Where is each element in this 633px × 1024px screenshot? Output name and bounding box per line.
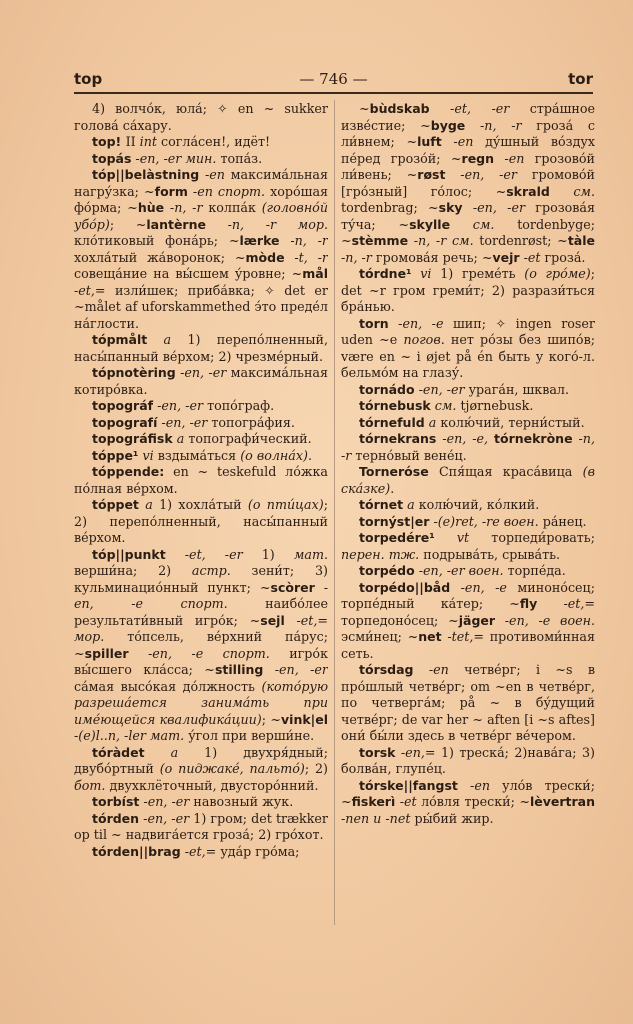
headword: stilling [214, 662, 264, 677]
entry-text: топогра́фия. [207, 414, 295, 430]
headword: torn [359, 315, 389, 331]
entry-text: игро́к вы́сшего кла́сса; ~ [74, 645, 328, 677]
dictionary-entry [74, 151, 328, 168]
dictionary-entry [341, 316, 595, 382]
headword: Tornerόse [359, 464, 429, 479]
grammar-label: -n, -r см. [408, 233, 474, 248]
headword: byge [430, 117, 466, 133]
headword: torsk [359, 744, 396, 760]
grammar-label: a [144, 744, 179, 760]
headword: skrald [506, 183, 550, 199]
headword: tóràdet [92, 744, 145, 760]
entry-text: миноно́сец; торпе́дный ка́тер; ~ [341, 579, 595, 611]
entry-text: терно́вый вене́ц. [351, 447, 467, 463]
dictionary-entry [341, 266, 595, 316]
grammar-label: см. [450, 216, 495, 232]
entry-text: 1) двухря́дный; двубо́ртный [74, 744, 328, 776]
headword: fly [519, 596, 538, 611]
grammar-label: -et, -er [165, 546, 243, 562]
grammar-label: см. [549, 183, 595, 199]
grammar-label: int [139, 134, 157, 149]
headword: tórnebusk [359, 398, 431, 413]
grammar-label: -en [413, 662, 449, 677]
grammar-label: -en, -er [263, 662, 328, 677]
grammar-label: -tet,= [441, 629, 485, 644]
grammar-label: vi [138, 447, 154, 463]
page-number: — 746 — [299, 70, 368, 88]
grammar-label: -et [519, 249, 541, 265]
entry-text: противоми́нная сеть. [341, 629, 595, 661]
entry-text: ~ [359, 101, 370, 116]
headword: mòde [245, 249, 285, 265]
entry-text: изли́шек; приба́вка; ✧ det er ~målet af uforskammethed э́то преде́л на́глости. [74, 282, 328, 331]
grammar-label: -(e)ret, -re воен. [429, 513, 539, 529]
grammar-label: vi [411, 266, 432, 281]
grammar-label: -en, -er [445, 167, 517, 182]
dictionary-entry [341, 415, 595, 432]
grammar-label: -et,= [74, 282, 106, 298]
grammar-label: см. [430, 398, 457, 413]
headword: top! [92, 134, 126, 149]
headword: vink|el [281, 711, 328, 727]
entry-text: 4) волчо́к, юла́; ✧ en ~ sukker голова́ са́хару. [74, 101, 328, 133]
dictionary-entry [74, 365, 328, 398]
entry-text: ; 2) [304, 761, 328, 776]
dictionary-entry [341, 497, 595, 514]
entry-text: ; ~ [109, 216, 147, 232]
entry-text: нет ро́зы без шипо́в; være en ~ i øjet på én быть у кого́-л. бельмо́м на глазу́. [341, 332, 595, 380]
grammar-label: -en, -e спорт. [128, 645, 270, 661]
dictionary-entry [341, 382, 595, 399]
entry-text: зени́т; 3) кульминацио́нный пункт; ~ [74, 563, 328, 595]
entry-text: эсми́нец; ~ [341, 629, 419, 644]
entry-text: ду́шный во́здух пе́ред грозо́й; ~ [341, 134, 595, 166]
headword: topografí [92, 414, 158, 430]
headword: regn [461, 150, 495, 166]
headword: tóp||punkt [92, 546, 166, 562]
headword: tórnet [359, 497, 404, 512]
guide-word-right: tor [568, 70, 593, 88]
dictionary-entry [341, 530, 595, 563]
dictionary-entry [341, 745, 595, 778]
entry-text: tjørnebusk. [456, 398, 534, 413]
grammar-label: a [147, 332, 172, 347]
dictionary-entry [74, 794, 328, 811]
grammar-label: (о гро́ме) [524, 266, 591, 281]
headword: røst [417, 167, 446, 182]
entry-text: . [390, 480, 395, 496]
dictionary-entry [341, 514, 595, 531]
dictionary-entry [341, 580, 595, 663]
grammar-label: -en, -e спорт. [74, 579, 328, 611]
dictionary-entry [74, 844, 328, 861]
entry-text: уло́в трески́; ~ [341, 777, 595, 809]
entry-text: колю́чий, ко́лкий. [414, 497, 540, 512]
entry-text: Спя́щая краса́вица [428, 464, 583, 479]
grammar-label: -n, -r [341, 249, 372, 265]
dictionary-entry [341, 662, 595, 745]
entry-text: колю́чий, терни́стый. [436, 414, 585, 430]
headword: torpedére¹ [359, 530, 435, 545]
headword: tórnekròne [494, 431, 573, 446]
entry-text: tordenbrag; ~ [341, 200, 439, 215]
dictionary-entry [74, 332, 328, 365]
entry-text: гроза́. [540, 249, 586, 265]
entry-text: ; ~ [261, 711, 282, 727]
grammar-label: -en [494, 150, 525, 166]
headword: hùe [137, 200, 165, 215]
headword: spiller [84, 645, 129, 661]
entry-text: совеща́ние на вы́сшем у́ровне; ~ [74, 266, 303, 281]
headword: form [154, 183, 188, 199]
entry-text: хоро́шая фо́рма; ~ [74, 183, 328, 215]
grammar-label: -en, -er [139, 810, 190, 826]
grammar-label: a [424, 414, 437, 430]
entry-text: 1) перепо́лненный, насы́панный ве́рхом; 2) чрезме́рный. [74, 332, 328, 364]
grammar-label: -en, -er [414, 381, 465, 397]
entry-text: ло́вля трески́; ~ [416, 794, 530, 809]
dictionary-entry [74, 134, 328, 151]
column-divider [334, 100, 335, 925]
entry-text: верши́на; 2) [74, 563, 192, 578]
dictionary-column-left [74, 101, 328, 931]
entry-text: стра́шное изве́стие; ~ [341, 101, 595, 133]
headword: tóp||belàstning [92, 167, 200, 182]
grammar-label: -n, -r [465, 117, 522, 133]
entry-text: tordenbyge; ~ [341, 216, 595, 248]
entry-text: са́мая высо́кая до́лжность [74, 678, 262, 694]
entry-text: двухклёточный, двусторо́нний. [105, 777, 319, 793]
headword: fiskerì [351, 794, 396, 809]
grammar-label: погов. [403, 332, 445, 347]
running-header [74, 68, 593, 94]
entry-text: у́гол при верши́не. [184, 728, 315, 743]
dictionary-entry [74, 415, 328, 432]
entry-text: громова́я речь; ~ [371, 249, 493, 265]
headword: tópnotèring [92, 365, 176, 380]
entry-text: то́псель, ве́рхний па́рус; ~ [74, 629, 328, 661]
grammar-label: -nen u -net [341, 810, 411, 826]
entry-text: уда́р гро́ма; [216, 843, 300, 859]
headword: stèmme [351, 233, 409, 248]
headword: tóppet [92, 497, 139, 512]
dictionary-entry [74, 448, 328, 465]
headword: bùdskab [369, 101, 430, 116]
grammar-label: -en [199, 167, 225, 182]
grammar-label: (о волна́х) [240, 447, 308, 463]
entry-text: согла́сен!, идёт! [156, 134, 271, 149]
headword: topás [92, 150, 132, 166]
grammar-label: -en, -er мин. [131, 150, 217, 166]
grammar-label: перен. тж. [341, 546, 420, 562]
grammar-label: a [172, 431, 185, 446]
entry-text: наибо́лее результати́вный игро́к; ~ [74, 596, 328, 628]
dictionary-entry [341, 101, 595, 266]
entry-text: гроза́ с ли́внем; ~ [341, 117, 595, 149]
headword: tórdne¹ [359, 266, 412, 281]
entry-text: . [307, 447, 312, 463]
entry-text: 1) [242, 546, 294, 562]
dictionary-entry [74, 497, 328, 547]
grammar-label: (кото́рую разреша́ется занима́ть при име́ющейся квалифика́ции) [74, 678, 328, 727]
headword: tóppe¹ [92, 447, 139, 463]
dictionary-entry [74, 811, 328, 844]
entry-text: хохла́тый жа́воронок; ~ [74, 249, 246, 265]
entry-text: четве́рг; i ~s в про́шлый четве́рг; om ~en в четве́рг, по четверга́м; på ~ в бу́дущий четве́рг; de var her ~ aften [i ~s aftes] они́ бы́ли здесь в четве́рг ве́чером. [341, 662, 595, 743]
entry-text: ры́бий жир. [410, 810, 494, 826]
entry-text: ; det ~r гром греми́т; 2) разрази́ться бра́нью. [341, 266, 595, 314]
headword: mål [302, 266, 328, 281]
dictionary-entry [74, 547, 328, 745]
dictionary-entry [74, 464, 328, 497]
headword: torpédo [359, 563, 415, 578]
headword: tórnefuld [359, 414, 425, 430]
dictionary-entry [74, 431, 328, 448]
grammar-label: -en,= [395, 744, 436, 760]
headword: scòrer [270, 579, 315, 595]
entry-text: грозова́я ту́ча; ~ [341, 200, 595, 232]
grammar-label: -et, -er [429, 101, 510, 116]
grammar-label: vt [434, 530, 470, 545]
entry-text: шип; ✧ ingen roser uden ~e [341, 315, 595, 347]
grammar-label: -en, -er [153, 398, 204, 413]
dictionary-entry [341, 778, 595, 828]
dictionary-entry [74, 398, 328, 415]
headword: skylle [409, 216, 451, 232]
headword: tàle [567, 233, 595, 248]
grammar-label: -en, -e, [436, 431, 489, 446]
entry-text: tordenrøst; ~ [473, 233, 568, 248]
headword: sejl [260, 612, 285, 628]
entry-text: 1) гром; det trækker op til ~ надвига́ется гроза́; 2) гро́хот. [74, 810, 328, 842]
entry-text: грозово́й ли́вень; ~ [341, 150, 595, 182]
headword: lærke [239, 233, 280, 248]
headword: topográf [92, 398, 154, 413]
entry-text: подрыва́ть, срыва́ть. [419, 546, 561, 562]
headword: luft [417, 134, 442, 149]
entry-text: максима́льная нагру́зка; ~ [74, 167, 328, 199]
headword: tórske||fangst [359, 777, 458, 793]
entry-text: торпеди́ровать; [469, 530, 595, 545]
entry-text: торпедоно́сец; ~ [341, 612, 459, 628]
headword: tópmålt [92, 332, 148, 347]
entry-text: en ~ teskefuld ло́жка по́лная ве́рхом. [74, 464, 328, 496]
grammar-label: -en, -er [462, 200, 526, 215]
headword: tóppende: [92, 464, 165, 479]
entry-text: 1) хохла́тый [152, 497, 248, 512]
entry-text: громово́й [гро́зный] го́лос; ~ [341, 167, 595, 199]
headword: tórden||brag [92, 843, 181, 859]
grammar-label: астр. [191, 563, 231, 578]
dictionary-entry [341, 464, 595, 497]
grammar-label: -en, -er воен. [414, 563, 504, 578]
grammar-label: -t, -r [284, 249, 328, 265]
grammar-label: (в ска́зке) [341, 464, 595, 496]
grammar-label: -en, -er [157, 414, 208, 430]
grammar-label: -en, -e [450, 579, 507, 595]
entry-text: торпе́да. [503, 563, 566, 578]
grammar-label: -en [441, 134, 474, 149]
dictionary-entry [341, 431, 595, 464]
grammar-label: -n, -r [279, 233, 328, 248]
entry-text: топо́граф. [203, 398, 275, 413]
entry-text: 1) греме́ть [431, 266, 525, 281]
entry-text: топографи́ческий. [184, 431, 312, 446]
headword: vejr [492, 249, 520, 265]
grammar-label: мат. [293, 546, 328, 562]
entry-text: максима́льная котиро́вка. [74, 365, 328, 397]
entry-text: II [125, 134, 140, 149]
dictionary-entry [74, 745, 328, 795]
entry-text: топа́з. [216, 150, 263, 166]
grammar-label: -en, -e [388, 315, 444, 331]
grammar-label: (головно́й убо́р) [74, 200, 328, 232]
grammar-label: -et,= [537, 596, 595, 611]
grammar-label: -n, -r мор. [205, 216, 328, 232]
entry-text: ра́нец. [538, 513, 587, 529]
entry-text: 1) треска́; 2)нава́га; 3) болва́н, глупе́ц. [341, 744, 595, 776]
dictionary-entry [341, 563, 595, 580]
grammar-label: -et,= мор. [74, 612, 328, 644]
entry-text: навозный жук. [189, 794, 294, 809]
dictionary-entry [74, 101, 328, 134]
grammar-label: -en спорт. [187, 183, 266, 199]
entry-text: колпа́к [202, 200, 262, 215]
entry-text: кло́тиковый фона́рь; ~ [74, 233, 240, 248]
headword: net [418, 629, 442, 644]
grammar-label: -en, -er [175, 365, 227, 380]
entry-text: ; 2) перепо́лненный, насы́панный ве́рхом. [74, 497, 328, 545]
grammar-label: -et [395, 794, 417, 809]
headword: tórsdag [359, 662, 414, 677]
headword: torbíst [92, 794, 140, 809]
headword: tórden [92, 810, 140, 826]
grammar-label: -n, -r [341, 431, 595, 463]
headword: torpédo||båd [359, 579, 451, 595]
grammar-label: -n, -r [164, 200, 203, 215]
dictionary-entry [341, 398, 595, 415]
headword: jäger [458, 612, 496, 628]
headword: tornýst|er [359, 513, 430, 529]
grammar-label: (о пиджаке́, пальто́) [159, 761, 305, 776]
grammar-label: (о пти́цах) [247, 497, 324, 512]
dictionary-entry [74, 167, 328, 332]
grammar-label: -en, -er [139, 794, 190, 809]
grammar-label: -(e)l..n, -ler мат. [74, 728, 185, 743]
guide-word-left: top [74, 70, 103, 88]
headword: sky [438, 200, 463, 215]
headword: lantèrne [146, 216, 206, 232]
dictionary-column-right [341, 101, 595, 931]
grammar-label: a [403, 497, 415, 512]
headword: tórnekrans [359, 431, 437, 446]
headword: tornádo [359, 381, 415, 397]
headword: topográfisk [92, 431, 173, 446]
grammar-label: -en, -e воен. [495, 612, 595, 628]
grammar-label: a [138, 497, 153, 512]
grammar-label: бот. [74, 777, 106, 793]
grammar-label: -en [457, 777, 490, 793]
headword: lèvertran [529, 794, 595, 809]
entry-text: урага́н, шквал. [464, 381, 569, 397]
grammar-label: -et,= [180, 843, 217, 859]
entry-text: вздыма́ться [153, 447, 241, 463]
